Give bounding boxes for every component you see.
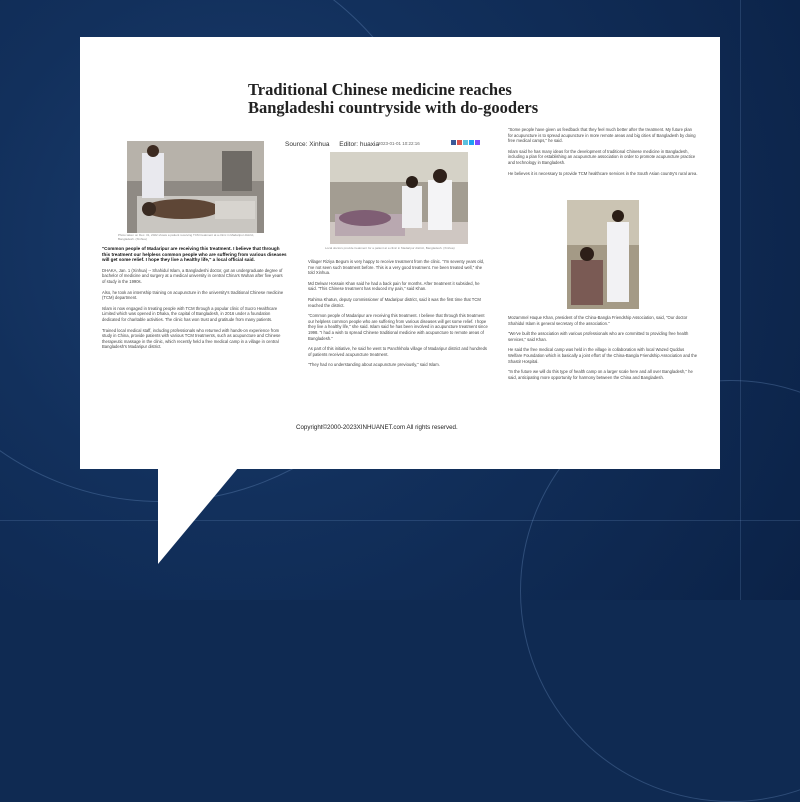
paragraph: Also, he took an internship training on acupuncture in the university's traditional Chinese medicine (TCM) department. — [102, 289, 284, 301]
article-column-2 — [308, 259, 488, 373]
paragraph: "They had no understanding about acupuncture previously," said Islam. — [308, 362, 440, 368]
paragraph: "In the future we will do this type of health camp on a larger scale here and all over Bangladesh," he said, anticipating more opportunity for harmony between the China and Bangladesh. — [508, 369, 693, 380]
paragraph: "Common people of Madaripur are receiving this treatment. I believe that through this treatment our helpless common people who are suffering from various diseases will get some relief. I hope they live a healthy life," she said. Islam said he has been involved in acupuncture treatment since 1998. "I had a wish to spread Chinese traditional medicine with acupuncture to remote areas of Bangladesh." — [308, 313, 488, 341]
paragraph: "Some people have given us feedback that they feel much better after the treatment. My future plan for acupuncture is to spread acupuncture in more remote areas and big cities of Bangladesh by doing free medical camps," he said. — [508, 127, 696, 144]
photo-doctors-treatment — [330, 152, 468, 244]
photo-doctor-standing — [567, 200, 639, 309]
share-buttons — [451, 140, 480, 145]
grid-line — [0, 520, 800, 521]
paragraph: As part of this initiative, he said he went to Panchkhola village of Madaripur district and hundreds of patients received acupuncture treatment. — [308, 346, 487, 357]
paragraph: Islam said he has many ideas for the development of traditional Chinese medicine in Bangladesh, including a plan for establishing an acupuncture association in order to promote acupuncture practice and technology in Bangladesh. — [508, 148, 696, 165]
article-headline: Traditional Chinese medicine reaches Bangladeshi countryside with do-gooders — [248, 80, 539, 117]
share-link-icon[interactable] — [463, 140, 468, 145]
publish-date: 2023-01-01 10:22:16 — [378, 141, 420, 146]
paragraph: Islam is now engaged in treating people with TCM through a popular clinic of Sucro Healthcare Limited which was opened in Dhaka, the capital of Bangladesh, in 2016 under a foundation dedicated for charitable activities. The clinic has won trust and gratitude from many patients. — [102, 305, 278, 322]
paragraph: Trained local medical staff, including professionals who returned with hands-on experience from study in China, provide patients with various TCM treatments, such as acupuncture and Chinese therapeutic massage in the clinic, which recently held a free medical camp in a village in central Bangladesh's Madaripur district. — [102, 327, 281, 350]
share-more-icon[interactable] — [475, 140, 480, 145]
paragraph: He believes it is necessary to provide TCM healthcare services in the South Asian country's rural area. — [508, 170, 698, 176]
paragraph: "Common people of Madaripur are receiving this treatment. I believe that through this treatment our helpless common people who are suffering from various diseases will get some relief. I hope they live a healthy life," a local official said. — [102, 246, 287, 263]
photo-caption: Local doctors provide treatment for a patient at a clinic in Madaripur district, Bangladesh. (Xinhua) — [325, 246, 455, 250]
copyright-footer: Copyright©2000-2023XINHUANET.com All rights reserved. — [296, 424, 458, 431]
paragraph: Md Delwar Hossain Khan said he had a back pain for months. After treatment it subsided, he said. "This Chinese treatment has reduced my pain," said Khan. — [308, 280, 480, 292]
article-column-3-top — [508, 127, 698, 181]
share-weibo-icon[interactable] — [457, 140, 462, 145]
paragraph: Rahima Khatun, deputy commissioner of Madaripur district, said it was the first time that TCM reached the district. — [308, 296, 481, 308]
article-column-1 — [102, 246, 287, 355]
photo-patient-massage — [127, 141, 264, 233]
source-label: Source: Xinhua — [285, 141, 330, 148]
paragraph: He said the free medical camp was held in the village in collaboration with local Wazed Quddus Welfare Foundation which is basically a joint effort of the China-Bangla Friendship Association and the Shastir Hospital. — [508, 347, 698, 364]
paragraph: DHAKA, Jan. 1 (Xinhua) -- Shahidul Islam, a Bangladeshi doctor, got an undergraduate degree of bachelor of medicine and surgery at a medical university in central China's Wuhan after five years of study in the 1990s. — [102, 267, 283, 284]
share-twitter-icon[interactable] — [469, 140, 474, 145]
grid-line — [740, 0, 741, 600]
paragraph: "We've built the association with various professionals who are committed to providing free health services," said Khan. — [508, 331, 689, 342]
editor-label: Editor: huaxia — [339, 141, 380, 148]
speech-bubble-tail — [158, 468, 238, 564]
paragraph: Mozammel Haque Khan, president of the China-Bangla Friendship Association, said, "Our doctor Shahidul Islam is general secretary of the association." — [508, 315, 688, 326]
article-column-3-bottom — [508, 315, 698, 385]
article-meta — [285, 141, 387, 148]
article-screenshot — [80, 37, 720, 469]
photo-caption: Photo taken on Dec. 31, 2022 shows a patient receiving TCM treatment at a clinic in Madaripur district, Bangladesh. (Xinhua) — [118, 233, 255, 241]
paragraph: Villager Riziya Begum is very happy to receive treatment from the clinic. "I'm seventy years old, I've not seen such treatment before. This is a very good treatment. I've been treated well," she told Xinhua. — [308, 259, 485, 276]
share-facebook-icon[interactable] — [451, 140, 456, 145]
